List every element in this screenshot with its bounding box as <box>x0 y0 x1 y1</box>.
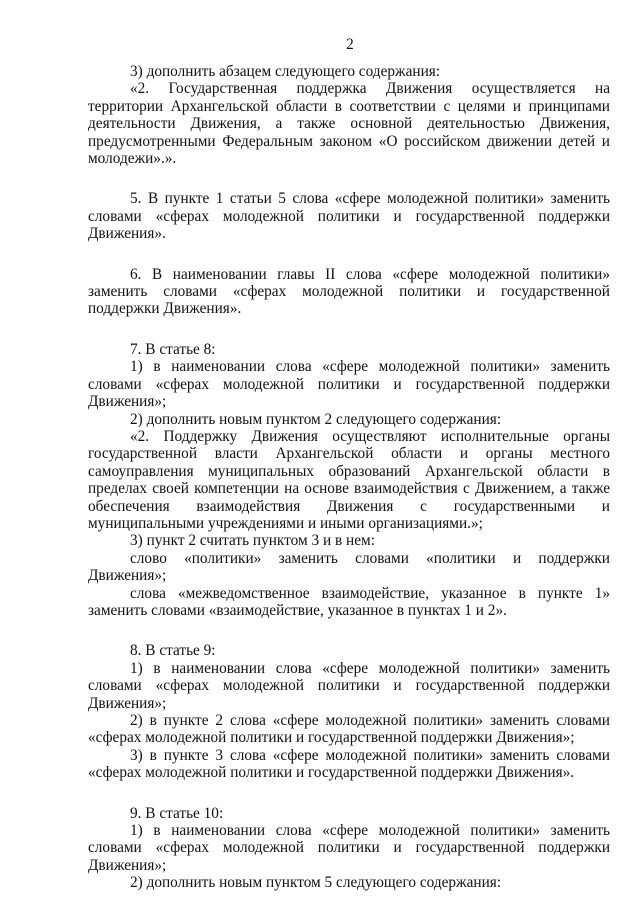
paragraph: 7. В статье 8: <box>130 340 216 358</box>
paragraph: 2) дополнить новым пунктом 2 следующего содержания: <box>130 410 502 428</box>
paragraph: 2) в пункте 2 слова «сфере молодежной политики» заменить словами «сферах молодежной политики и государственной поддержки Движения»; <box>88 712 610 747</box>
paragraph: 6. В наименовании главы II слова «сфере молодежной политики» заменить словами «сферах молодежной политики и государственной поддержки Движения». <box>88 265 610 318</box>
paragraph: слово «политики» заменить словами «политики и поддержки Движения»; <box>88 549 610 585</box>
page-number: 2 <box>346 36 354 53</box>
paragraph: 3) дополнить абзацем следующего содержания: <box>130 63 441 80</box>
paragraph: 3) пункт 2 считать пунктом 3 и в нем: <box>130 532 375 550</box>
paragraph: 8. В статье 9: <box>130 642 216 660</box>
paragraph: 5. В пункте 1 статьи 5 слова «сфере молодежной политики» заменить словами «сферах молодежной политики и государственной поддержки Движения». <box>88 190 610 243</box>
paragraph: 3) в пункте 3 слова «сфере молодежной политики» заменить словами «сферах молодежной политики и государственной поддержки Движения». <box>88 746 610 782</box>
spacer <box>88 243 610 266</box>
document-body <box>88 63 610 892</box>
spacer <box>88 318 610 341</box>
paragraph: 9. В статье 10: <box>130 804 224 822</box>
paragraph: 1) в наименовании слова «сфере молодежной политики» заменить словами «сферах молодежной политики и государственной поддержки Движения»; <box>88 358 610 411</box>
paragraph: слова «межведомственное взаимодействие, указанное в пункте 1» заменить словами «взаимодействие, указанное в пунктах 1 и 2». <box>88 584 610 619</box>
spacer <box>88 619 610 642</box>
paragraph: 1) в наименовании слова «сфере молодежной политики» заменить словами «сферах молодежной политики и государственной поддержки Движения»; <box>88 659 610 712</box>
paragraph: 1) в наименовании слова «сфере молодежной политики» заменить словами «сферах молодежной политики и государственной поддержки Движения»; <box>88 822 610 874</box>
paragraph: «2. Поддержку Движения осуществляют исполнительные органы государственной власти Архангельской области и органы местного самоуправления муниципальных образований Архангельской области в пределах своей компетенции на основе взаимодействия с Движением, а также обеспечения взаимодействия Движения с государственными и муниципальными учреждениями и иными организациями.»; <box>88 427 610 532</box>
spacer <box>88 167 610 190</box>
paragraph: «2. Государственная поддержка Движения осуществляется на территории Архангельской области в соответствии с целями и принципами деятельности Движения, а также основной деятельностью Движения, предусмотренными Федеральным законом «О российском движении детей и молодежи».». <box>88 80 610 168</box>
paragraph: 2) дополнить новым пунктом 5 следующего содержания: <box>130 874 502 892</box>
spacer <box>88 782 610 805</box>
